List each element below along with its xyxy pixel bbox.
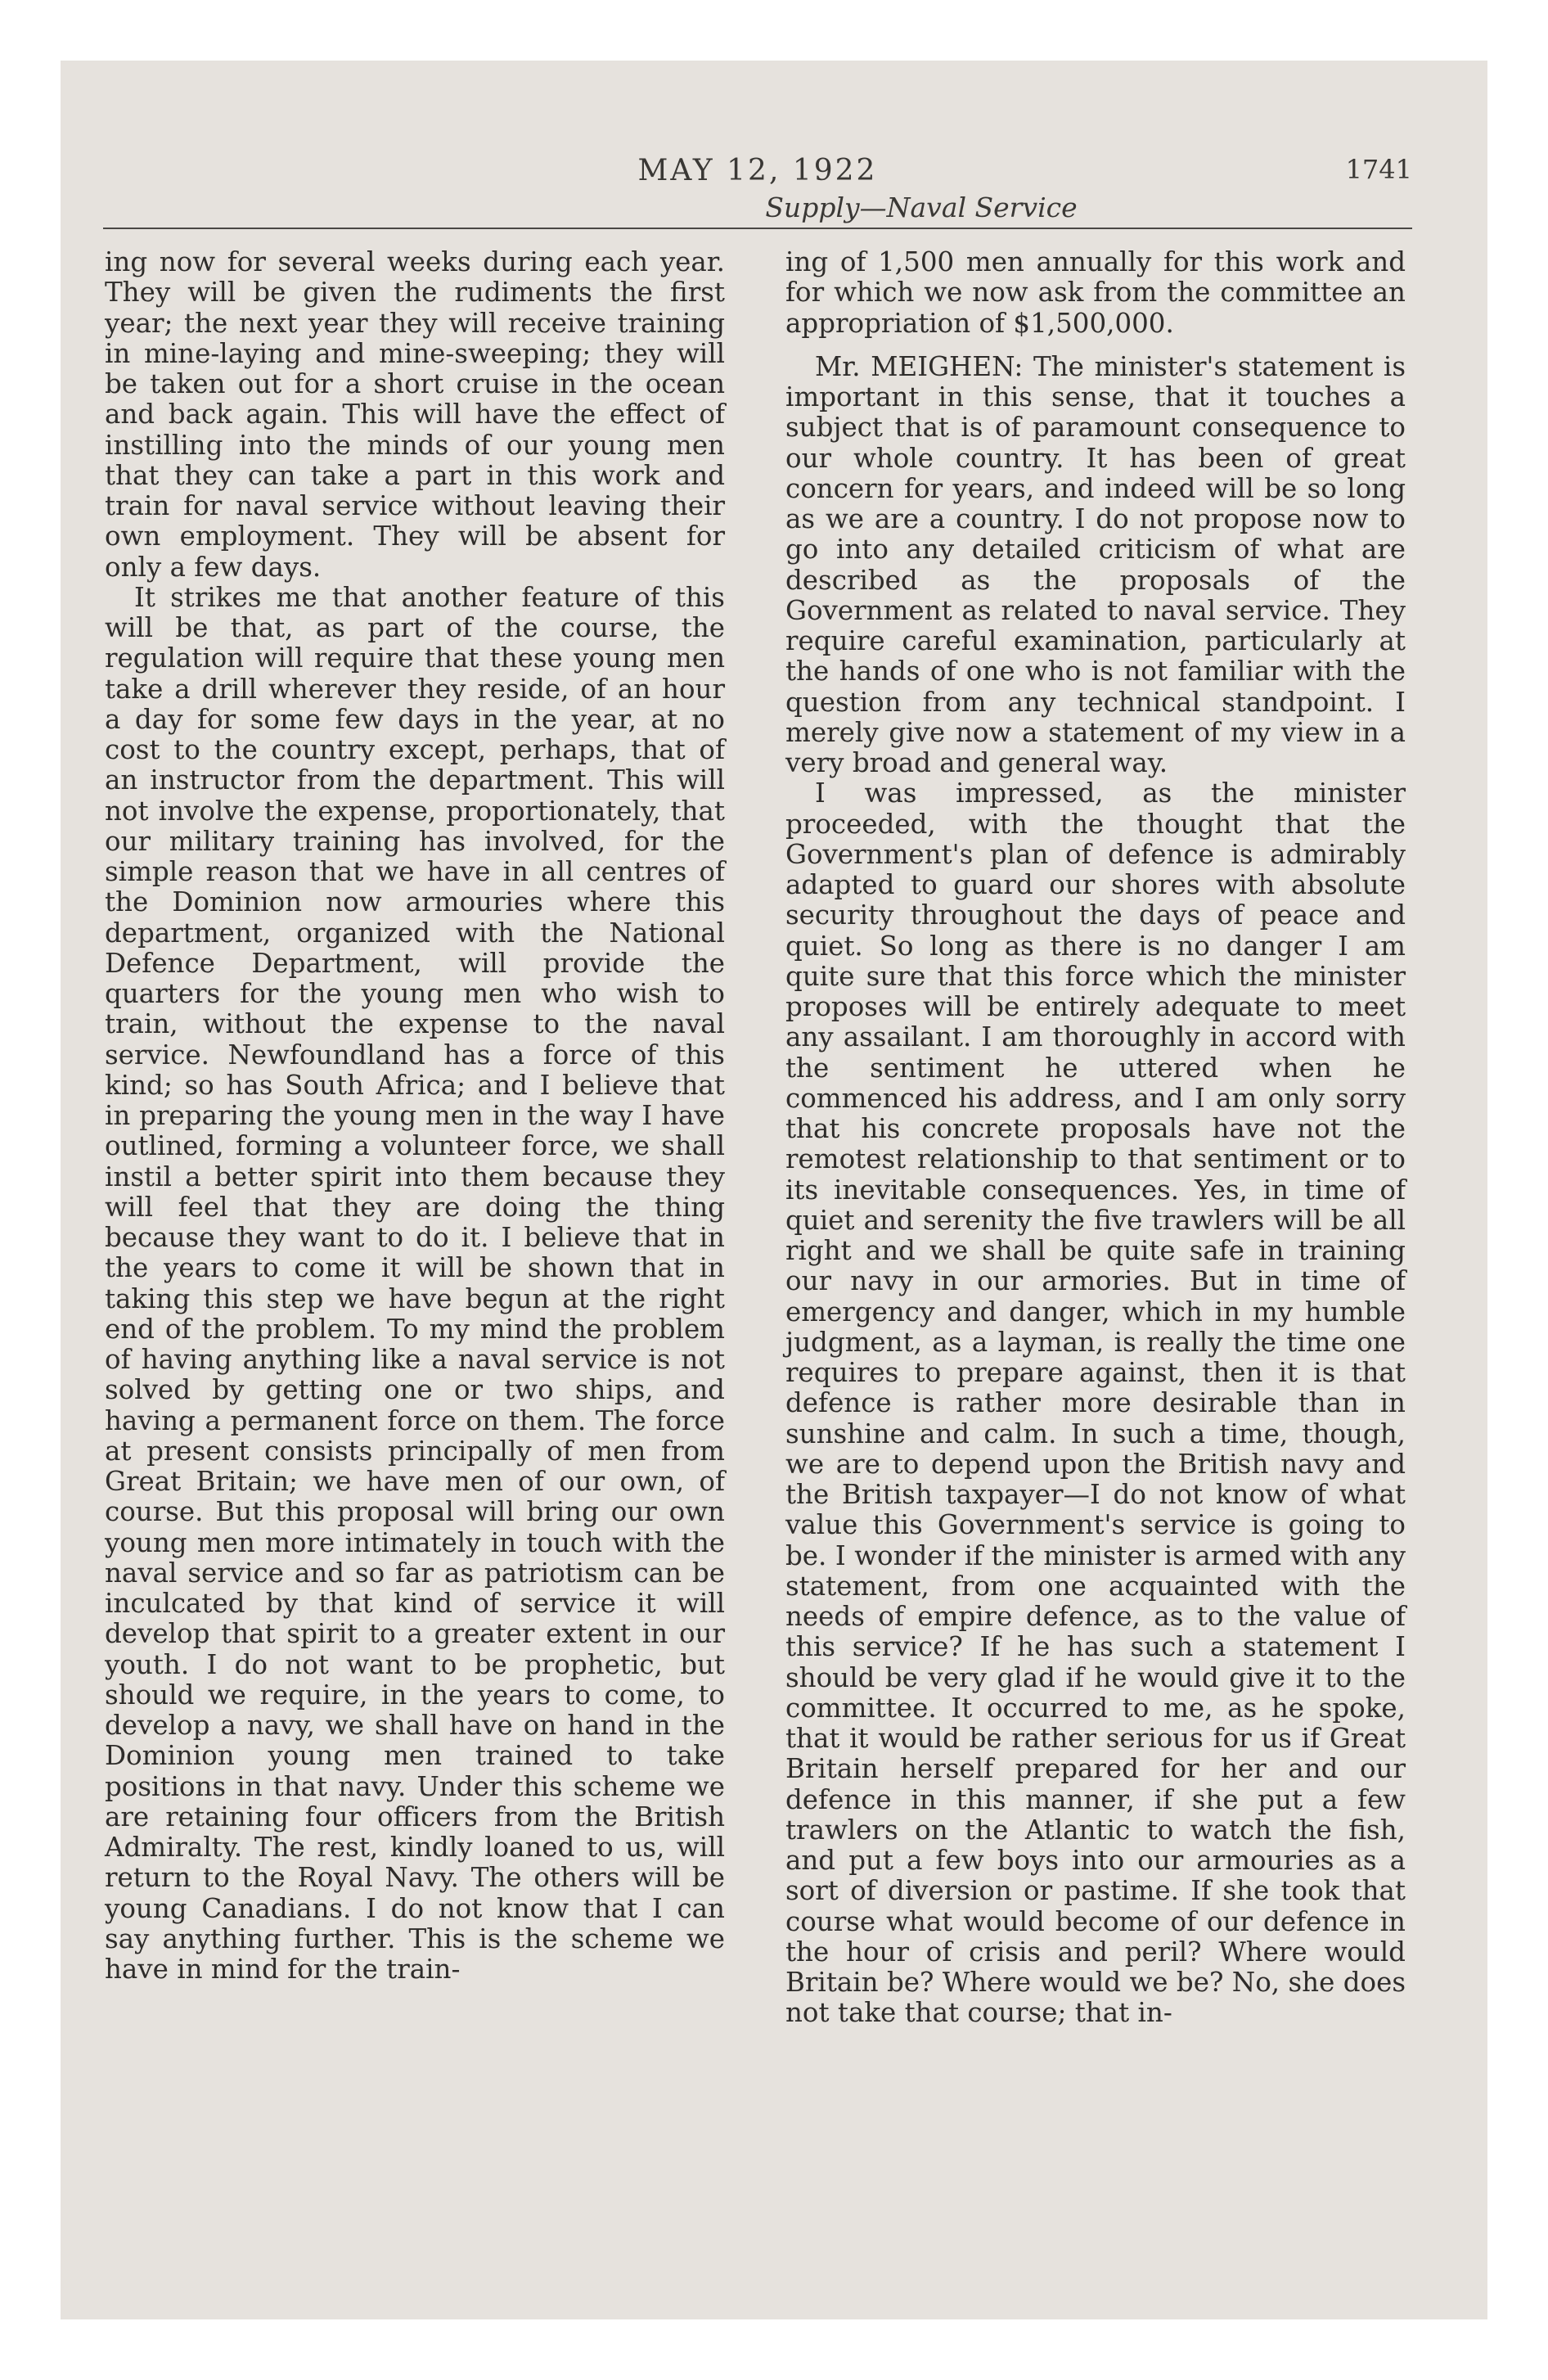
right-column: [785, 247, 1406, 2029]
left-paragraph-2: It strikes me that another feature of this will be that, as part of the course, the regulation will require that these young men take a drill wherever they reside, of an hour a day for some few days in the year, at no cost to the country except, perhaps, that of an instructor from the department. This will not involve the expense, proportionately, that our military training has involved, for the simple reason that we have in all centres of the Dominion now armouries where this department, organized with the National Defence Department, will provide the quarters for the young men who wish to train, without the expense to the naval service. Newfoundland has a force of this kind; so has South Africa; and I believe that in preparing the young men in the way I have outlined, forming a volunteer force, we shall instil a better spirit into them because they will feel that they are doing the thing because they want to do it. I believe that in the years to come it will be shown that in taking this step we have begun at the right end of the problem. To my mind the problem of having anything like a naval service is not solved by getting one or two ships, and having a permanent force on them. The force at present consists principally of men from Great Britain; we have men of our own, of course. But this proposal will bring our own young men more intimately in touch with the naval service and so far as patriotism can be inculcated by that kind of service it will develop that spirit to a greater extent in our youth. I do not want to be prophetic, but should we require, in the years to come, to develop a navy, we shall have on hand in the Dominion young men trained to take positions in that navy. Under this scheme we are retaining four officers from the British Admiralty. The rest, kindly loaned to us, will return to the Royal Navy. The others will be young Canadians. I do not know that I can say anything further. This is the scheme we have in mind for the train-: [105, 581, 725, 1985]
right-paragraph-1: ing of 1,500 men annually for this work and for which we now ask from the committee an appropriation of $1,500,000.: [785, 246, 1406, 339]
right-paragraph-3: I was impressed, as the minister proceeded, with the thought that the Government's plan of defence is admirably adapted to guard our shores with absolute security throughout the days of peace and quiet. So long as there is no danger I am quite sure that this force which the minister proposes will be entirely adequate to meet any assailant. I am thoroughly in accord with the sentiment he uttered when he commenced his address, and I am only sorry that his concrete proposals have not the remotest relationship to that sentiment or to its inevitable consequences. Yes, in time of quiet and serenity the five trawlers will be all right and we shall be quite safe in training our navy in our armories. But in time of emergency and danger, which in my humble judgment, as a layman, is really the time one requires to prepare against, then it is that defence is rather more desirable than in sunshine and calm. In such a time, though, we are to depend upon the British navy and the British taxpayer—I do not know of what value this Government's service is going to be. I wonder if the minister is armed with any statement, from one acquainted with the needs of empire defence, as to the value of this service? If he has such a statement I should be very glad if he would give it to the committee. It occurred to me, as he spoke, that it would be rather serious for us if Great Britain herself prepared for her and our defence in this manner, if she put a few trawlers on the Atlantic to watch the fish, and put a few boys into our armouries as a sort of diversion or pastime. If she took that course what would become of our defence in the hour of crisis and peril? Where would Britain be? Where would we be? No, she does not take that course; that in-: [785, 778, 1406, 2029]
header-subject: Supply—Naval Service: [765, 192, 1078, 223]
page-header: [103, 90, 1412, 221]
header-rule: [103, 228, 1412, 229]
header-date: MAY 12, 1922: [637, 154, 878, 187]
page-number: 1741: [1345, 154, 1412, 185]
left-paragraph-1: ing now for several weeks during each year. They will be given the rudiments the first year; the next year they will receive training in mine-laying and mine-sweeping; they will be taken out for a short cruise in the ocean and back again. This will have the effect of instilling into the minds of our young men that they can take a part in this work and train for naval service without leaving their own employment. They will be absent for only a few days.: [105, 246, 725, 583]
right-paragraph-2: Mr. MEIGHEN: The minister's statement is important in this sense, that it touches a subject that is of paramount consequence to our whole country. It has been of great concern for years, and indeed will be so long as we are a country. I do not propose now to go into any detailed criticism of what are described as the proposals of the Government as related to naval service. They require careful examination, particularly at the hands of one who is not familiar with the question from any technical standpoint. I merely give now a statement of my view in a very broad and general way.: [785, 350, 1406, 778]
left-column: [105, 247, 725, 1985]
